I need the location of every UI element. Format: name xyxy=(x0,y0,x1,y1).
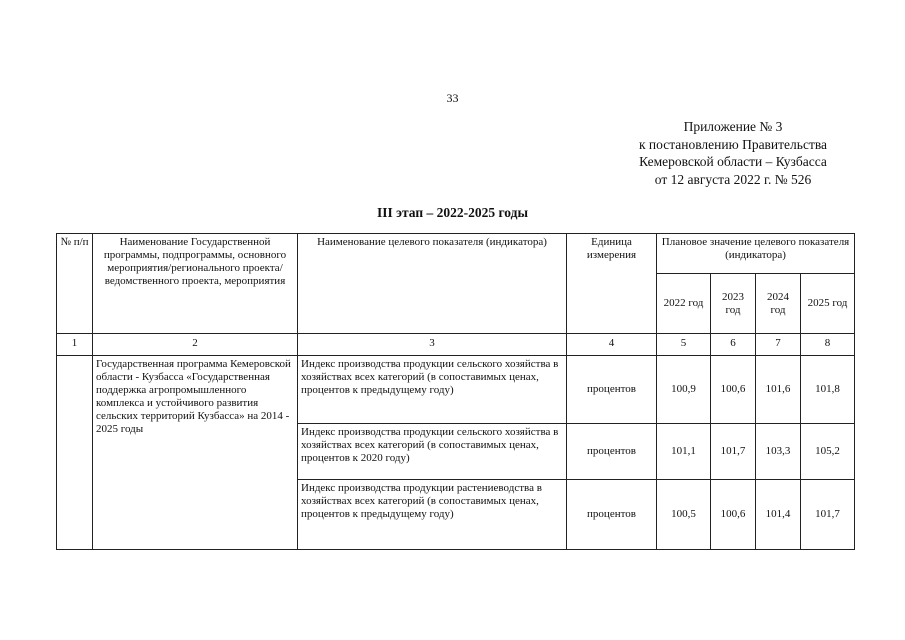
unit-cell: процентов xyxy=(567,424,657,480)
index-cell: 8 xyxy=(801,334,855,356)
value-2025: 101,8 xyxy=(801,356,855,424)
index-cell: 3 xyxy=(298,334,567,356)
page-number: 33 xyxy=(446,91,459,105)
header-unit: Единица измерения xyxy=(567,234,657,334)
header-no: № п/п xyxy=(57,234,93,334)
indicator-cell: Индекс производства продукции сельского хозяйства в хозяйствах всех категорий (в сопоставимых ценах, процентов к 2020 году) xyxy=(298,424,567,480)
index-cell: 1 xyxy=(57,334,93,356)
header-year-2025: 2025 год xyxy=(801,274,855,334)
indicator-cell: Индекс производства продукции растениеводства в хозяйствах всех категорий (в сопоставимых ценах, процентов к предыдущему году) xyxy=(298,480,567,550)
header-planned: Плановое значение целевого показателя (индикатора) xyxy=(657,234,855,274)
value-2023: 100,6 xyxy=(711,356,756,424)
program-name-cell: Государственная программа Кемеровской области - Кузбасса «Государственная поддержка агропромышленного комплекса и устойчивого развития сельских территорий Кузбасса» на 2014 - 2025 годы xyxy=(93,356,298,550)
index-cell: 6 xyxy=(711,334,756,356)
appendix-block xyxy=(600,118,866,188)
header-year-2024: 2024 год xyxy=(756,274,801,334)
value-2024: 101,6 xyxy=(756,356,801,424)
index-cell: 5 xyxy=(657,334,711,356)
table-row xyxy=(57,356,855,424)
value-2025: 105,2 xyxy=(801,424,855,480)
unit-cell: процентов xyxy=(567,356,657,424)
indicator-cell: Индекс производства продукции сельского хозяйства в хозяйствах всех категорий (в сопоставимых ценах, процентов к предыдущему году) xyxy=(298,356,567,424)
row-number-cell xyxy=(57,356,93,550)
value-2022: 100,5 xyxy=(657,480,711,550)
value-2024: 103,3 xyxy=(756,424,801,480)
appendix-line-1: Приложение № 3 xyxy=(683,119,783,134)
header-name: Наименование Государственной программы, подпрограммы, основного мероприятия/регионального проекта/ведомственного проекта, мероприятия xyxy=(93,234,298,334)
value-2024: 101,4 xyxy=(756,480,801,550)
index-cell: 4 xyxy=(567,334,657,356)
appendix-line-2: к постановлению Правительства xyxy=(638,136,828,152)
value-2025: 101,7 xyxy=(801,480,855,550)
value-2023: 100,6 xyxy=(711,480,756,550)
value-2023: 101,7 xyxy=(711,424,756,480)
appendix-line-3: Кемеровской области – Кузбасса xyxy=(639,154,827,169)
header-year-2022: 2022 год xyxy=(657,274,711,334)
header-year-2023: 2023 год xyxy=(711,274,756,334)
header-indicator: Наименование целевого показателя (индикатора) xyxy=(298,234,567,334)
value-2022: 100,9 xyxy=(657,356,711,424)
appendix-line-4: от 12 августа 2022 г. № 526 xyxy=(654,171,812,187)
unit-cell: процентов xyxy=(567,480,657,550)
stage-title: III этап – 2022-2025 годы xyxy=(376,205,528,220)
index-cell: 7 xyxy=(756,334,801,356)
index-cell: 2 xyxy=(93,334,298,356)
value-2022: 101,1 xyxy=(657,424,711,480)
indicators-table xyxy=(56,233,855,550)
